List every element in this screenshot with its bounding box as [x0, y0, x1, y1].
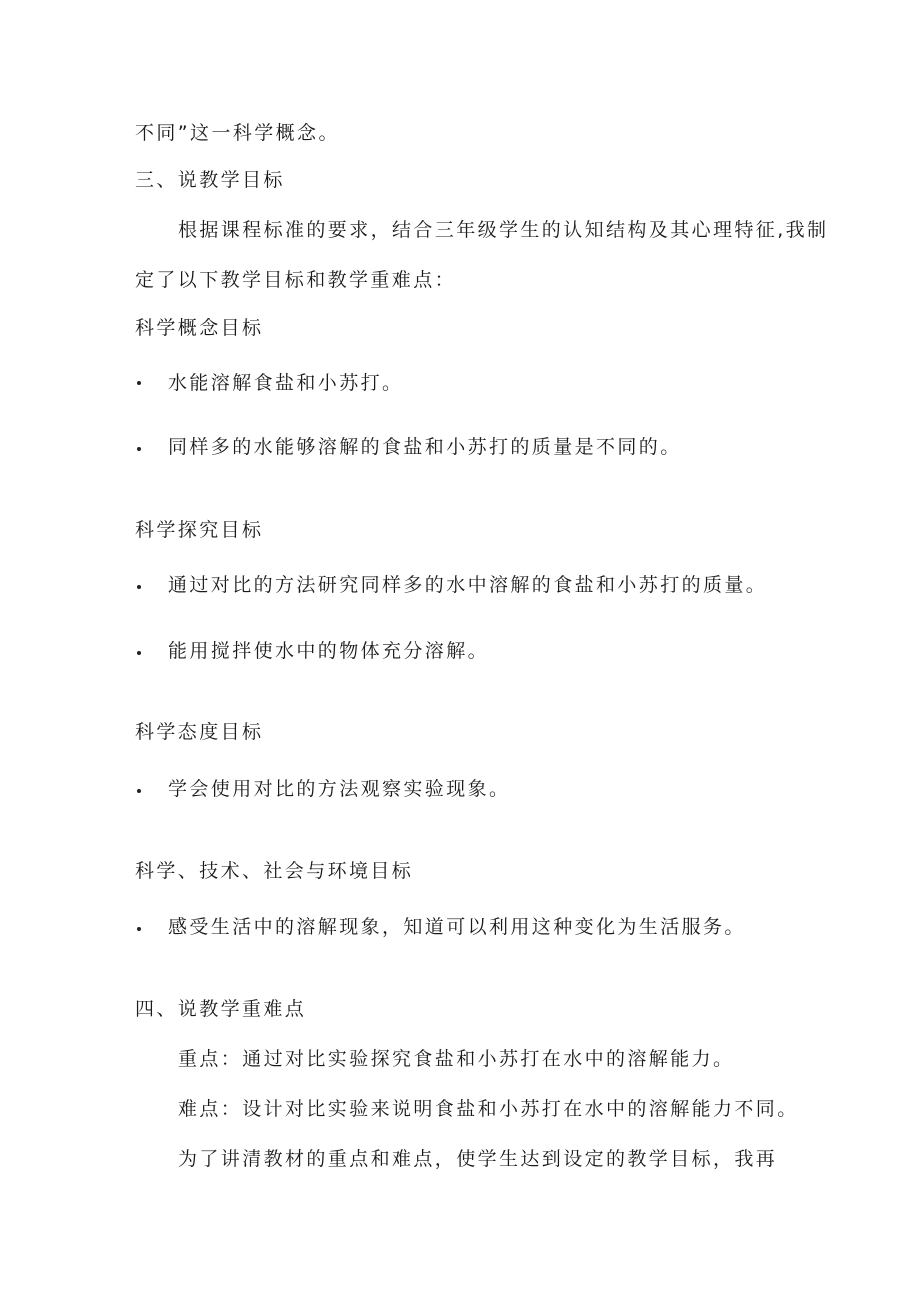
list-item: 水能溶解食盐和小苏打。 — [168, 372, 404, 394]
section-heading: 三、说教学目标 — [135, 169, 285, 191]
subheading: 科学、技术、社会与环境目标 — [135, 860, 414, 882]
subheading: 科学态度目标 — [135, 721, 264, 743]
bullet-dot — [137, 651, 141, 655]
paragraph-line: 为了讲清教材的重点和难点，使学生达到设定的教学目标，我再 — [178, 1148, 778, 1170]
paragraph-line: 定了以下教学目标和教学重难点： — [135, 269, 457, 291]
list-item: 感受生活中的溶解现象，知道可以利用这种变化为生活服务。 — [168, 916, 746, 938]
section-heading: 四、说教学重难点 — [135, 998, 307, 1020]
paragraph-line: 根据课程标准的要求，结合三年级学生的认知结构及其心理特征,我制 — [178, 219, 829, 241]
paragraph-line: 难点：设计对比实验来说明食盐和小苏打在水中的溶解能力不同。 — [178, 1098, 799, 1120]
bullet-dot — [137, 381, 141, 385]
list-item: 同样多的水能够溶解的食盐和小苏打的质量是不同的。 — [168, 436, 682, 458]
list-item: 学会使用对比的方法观察实验现象。 — [168, 778, 511, 800]
bullet-dot — [137, 789, 141, 793]
paragraph-line: 重点：通过对比实验探究食盐和小苏打在水中的溶解能力。 — [178, 1048, 735, 1070]
subheading: 科学探究目标 — [135, 519, 264, 541]
subheading: 科学概念目标 — [135, 317, 264, 339]
list-item: 通过对比的方法研究同样多的水中溶解的食盐和小苏打的质量。 — [168, 574, 768, 596]
text-line: 不同”这一科学概念。 — [135, 122, 340, 144]
list-item: 能用搅拌使水中的物体充分溶解。 — [168, 640, 490, 662]
bullet-dot — [137, 585, 141, 589]
bullet-dot — [137, 927, 141, 931]
bullet-dot — [137, 447, 141, 451]
